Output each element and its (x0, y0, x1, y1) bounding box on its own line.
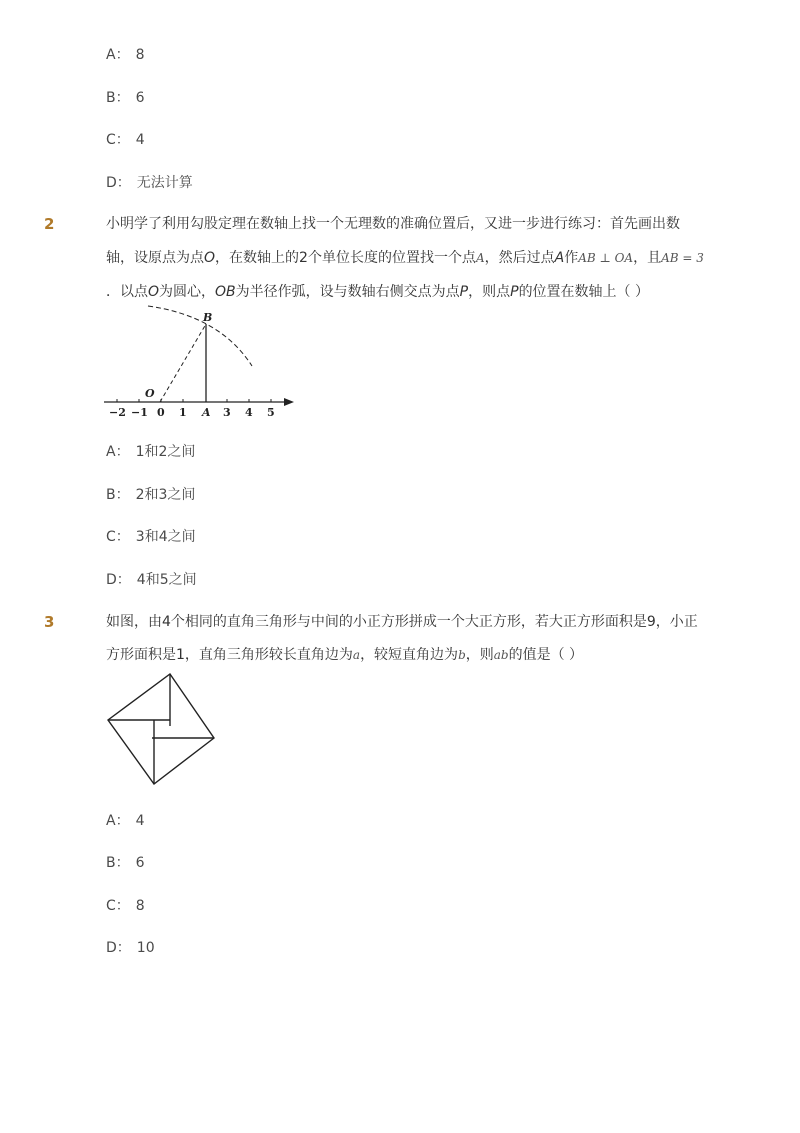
q2-tick-label: 3 (223, 406, 231, 419)
q2-line3-point-p: P (459, 284, 469, 300)
q2-option-c-letter: C： (106, 529, 130, 545)
q2-option-b-letter: B： (106, 487, 130, 503)
q2-line2-text-e: ，且 (633, 250, 662, 266)
q1-option-b-value: 6 (135, 90, 145, 106)
q2-stem-line2 (106, 248, 704, 268)
q2-tick-label: −2 (109, 406, 126, 419)
q2-stem-line3 (106, 282, 649, 302)
q2-tick-label: −1 (131, 406, 148, 419)
q1-option-c[interactable] (106, 131, 145, 149)
q3-line2-text-d: 的值是（ ） (508, 647, 584, 663)
q3-line2-text-b: ，较短直角边为 (360, 647, 459, 663)
q3-option-b-letter: B： (106, 855, 130, 871)
q1-option-c-value: 4 (135, 132, 145, 148)
q2-option-a-value: 1和2之间 (135, 444, 196, 460)
q3-line2-var-ab: ab (493, 648, 509, 662)
q1-option-d[interactable] (106, 174, 193, 192)
q3-option-b-value: 6 (135, 855, 145, 871)
q2-option-d-value: 4和5之间 (136, 572, 197, 588)
q1-option-c-letter: C： (106, 132, 130, 148)
q2-line2-math-perp: AB ⊥ OA (578, 251, 634, 265)
q2-line2-text-b: ，在数轴上的2个单位长度的位置找一个点 (215, 250, 476, 266)
q2-line3-text-c: 为半径作弧，设与数轴右侧交点为点 (235, 284, 460, 300)
q2-option-b[interactable] (106, 486, 195, 504)
q2-tick-label: 1 (179, 406, 187, 419)
q2-label-o: O (145, 387, 155, 400)
q3-option-c[interactable] (106, 897, 145, 915)
q1-option-a[interactable] (106, 46, 145, 64)
q2-dashed-arc (148, 306, 252, 366)
q2-line3-text-e: 的位置在数轴上（ ） (518, 284, 650, 300)
q3-option-c-value: 8 (135, 898, 145, 914)
q2-line2-point-o: O (204, 250, 216, 266)
q2-option-b-value: 2和3之间 (135, 487, 196, 503)
q3-number: 3 (44, 613, 55, 631)
q2-tick-label: 5 (267, 406, 275, 419)
q3-line2-text-c: ，则 (465, 647, 494, 663)
q1-option-a-letter: A： (106, 47, 130, 63)
q2-option-c[interactable] (106, 528, 196, 546)
q2-option-d-letter: D： (106, 572, 131, 588)
q2-number: 2 (44, 215, 55, 233)
q2-option-d[interactable] (106, 571, 197, 589)
q3-stem-line2 (106, 645, 583, 665)
q2-line3-point-o: O (148, 284, 160, 300)
q3-option-d[interactable] (106, 939, 155, 957)
q2-option-c-value: 3和4之间 (135, 529, 196, 545)
q2-line3-point-p2: P (510, 284, 519, 300)
q2-stem-line1: 小明学了利用勾股定理在数轴上找一个无理数的准确位置后，又进一步进行练习：首先画出数 (106, 216, 680, 232)
q3-option-a-letter: A： (106, 813, 130, 829)
q3-option-c-letter: C： (106, 898, 130, 914)
q3-option-d-value: 10 (136, 940, 155, 956)
q2-label-a: A (202, 406, 211, 419)
q3-option-d-letter: D： (106, 940, 131, 956)
q2-option-a-letter: A： (106, 444, 130, 460)
q2-line2-text-d: 作 (564, 250, 579, 266)
q3-outer-square (108, 674, 214, 784)
q3-option-b[interactable] (106, 854, 145, 872)
q2-dashed-segment-ob (160, 324, 206, 402)
q3-option-a-value: 4 (135, 813, 145, 829)
q2-option-a[interactable] (106, 443, 195, 461)
q3-stem-line1: 如图，由4个相同的直角三角形与中间的小正方形拼成一个大正方形，若大正方形面积是9，小正 (106, 614, 698, 630)
q3-line2-text-a: 方形面积是1，直角三角形较长直角边为 (106, 647, 353, 663)
q2-label-b: B (203, 311, 213, 324)
q2-line3-text-d: ，则点 (468, 284, 511, 300)
q2-axis-arrow (284, 398, 294, 406)
q2-number-line-figure (100, 302, 300, 420)
q3-line2-var-a: a (352, 648, 361, 662)
q1-option-a-value: 8 (135, 47, 145, 63)
q2-line2-point-a: A (475, 251, 485, 265)
q2-tick-label: 0 (157, 406, 165, 419)
q1-option-b-letter: B： (106, 90, 130, 106)
q2-line3-text-a: ．以点 (106, 284, 148, 300)
q2-line2-point-a2: A (554, 250, 565, 266)
q2-line2-text-c: ，然后过点 (484, 250, 555, 266)
q1-option-d-value: 无法计算 (136, 175, 193, 191)
q3-line2-var-b: b (458, 648, 466, 662)
q2-line3-segment-ob: OB (215, 284, 236, 300)
q1-option-d-letter: D： (106, 175, 131, 191)
q2-line2-math-ab: AB = 3 (661, 251, 704, 265)
q2-line2-text-a: 轴，设原点为点 (106, 250, 204, 266)
q3-option-a[interactable] (106, 812, 145, 830)
q2-tick-label: 4 (245, 406, 253, 419)
q3-square-figure (104, 670, 220, 788)
q2-line3-text-b: 为圆心， (159, 284, 216, 300)
q1-option-b[interactable] (106, 89, 145, 107)
